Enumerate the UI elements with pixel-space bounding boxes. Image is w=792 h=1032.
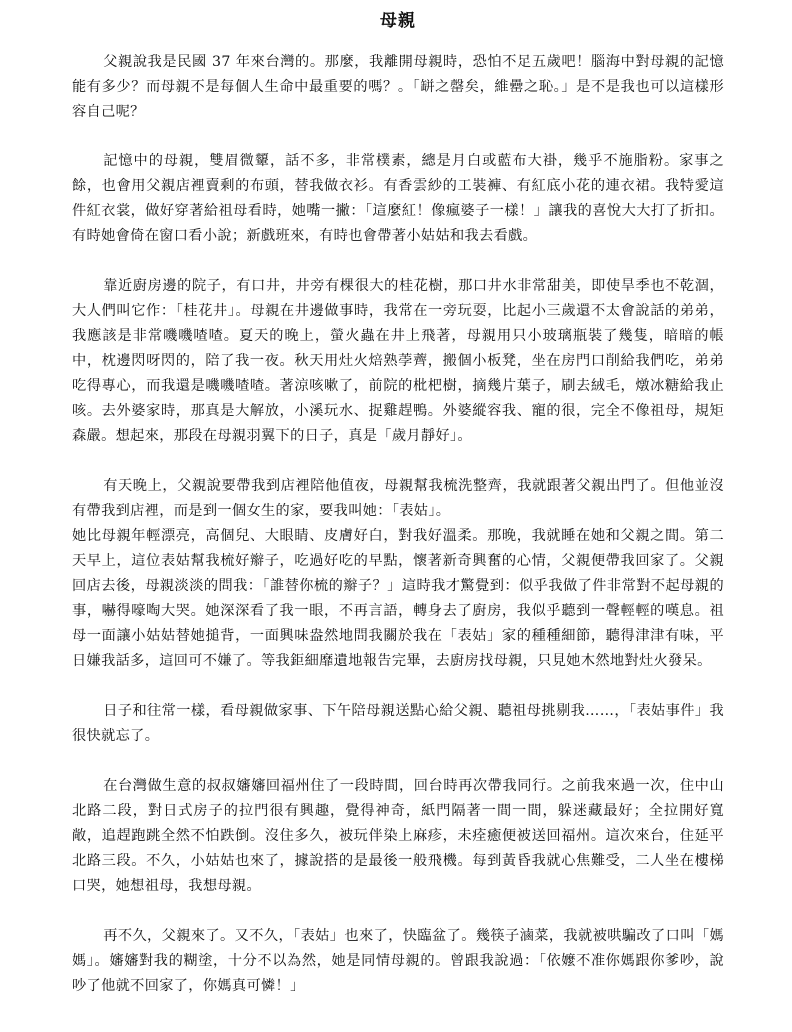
paragraph-gap bbox=[72, 125, 724, 149]
paragraph-8: 再不久，父親來了。又不久，「表姑」也來了，快臨盆了。幾筷子滷菜，我就被哄騙改了口叫「媽媽」。嬸嬸對我的糊塗，十分不以為然，她是同情母親的。曾跟我說過：「依嬤不准你媽跟你爹吵，說吵了他就不回家了，你媽真可憐！」 bbox=[72, 928, 724, 994]
paragraph-gap bbox=[72, 749, 724, 774]
document-title: 母親 bbox=[380, 11, 416, 31]
paragraph-6: 日子和往常一樣，看母親做家事、下午陪母親送點心給父親、聽祖母挑剔我……，「表姑事件」我很快就忘了。 bbox=[72, 703, 724, 744]
paragraph-gap bbox=[72, 899, 724, 924]
document-page bbox=[72, 10, 724, 999]
paragraph-2: 記憶中的母親，雙眉微顰，話不多，非常樸素，總是月白或藍布大褂，幾乎不施脂粉。家事之餘，也會用父親店裡賣剩的布頭，替我做衣衫。有香雲紗的工裝褲、有紅底小花的連衣裙。我特愛這件紅衣裳，做好穿著給祖母看時，她嘴一撇：「這麼紅！像瘋婆子一樣！」讓我的喜悅大大打了折扣。有時她會倚在窗口看小說；新戲班來，有時也會帶著小姑姑和我去看戲。 bbox=[72, 153, 724, 244]
paragraph-4: 有天晚上，父親說要帶我到店裡陪他值夜，母親幫我梳洗整齊，我就跟著父親出門了。但他並沒有帶我到店裡，而是到一個女生的家，要我叫她：「表姑」。 bbox=[72, 478, 724, 519]
paragraph-gap bbox=[72, 674, 724, 699]
paragraph-gap bbox=[72, 449, 724, 474]
paragraph-3: 靠近廚房邊的院子，有口井，井旁有棵很大的桂花樹，那口井水非常甜美，即使旱季也不乾涸，大人們叫它作：「桂花井」。母親在井邊做事時，我常在一旁玩耍，比起小三歲還不太會說話的弟弟，我應該是非常嘰嘰喳喳。夏天的晚上，螢火蟲在井上飛著，母親用只小玻璃瓶裝了幾隻，暗暗的帳中，枕邊閃呀閃的，陪了我一夜。秋天用灶火焙熟荸薺，搬個小板凳，坐在房門口削給我們吃，弟弟吃得專心，而我還是嘰嘰喳喳。著涼咳嗽了，前院的枇杷樹，摘幾片葉子，刷去絨毛，燉冰糖給我止咳。去外婆家時，那真是大解放，小溪玩水、捉雞趕鴨。外婆縱容我、寵的很，完全不像祖母，規矩森嚴。想起來，那段在母親羽翼下的日子，真是「歲月靜好」。 bbox=[72, 278, 724, 444]
paragraph-7: 在台灣做生意的叔叔嬸嬸回福州住了一段時間，回台時再次帶我同行。之前我來過一次，住中山北路二段，對日式房子的拉門很有興趣，覺得神奇，紙門隔著一間一間，躲迷藏最好；全拉開好寬敞，追趕跑跳全然不怕跌倒。沒住多久，被玩伴染上麻疹，未痊癒便被送回福州。這次來台，住延平北路三段。不久，小姑姑也來了，據說搭的是最後一般飛機。每到黃昏我就心焦難受，二人坐在樓梯口哭，她想祖母，我想母親。 bbox=[72, 778, 724, 894]
paragraph-gap bbox=[72, 249, 724, 274]
paragraph-1: 父親說我是民國 37 年來台灣的。那麼，我離開母親時，恐怕不足五歲吧！腦海中對母親的記憶能有多少？而母親不是每個人生命中最重要的嗎？。「缾之罄矣，維罍之恥。」是不是我也可以這樣形容自己呢？ bbox=[72, 54, 724, 120]
paragraph-5: 她比母親年輕漂亮，高個兒、大眼睛、皮膚好白，對我好溫柔。那晚，我就睡在她和父親之間。第二天早上，這位表姑幫我梳好辮子，吃過好吃的早點，懷著新奇興奮的心情，父親便帶我回家了。父親回店去後，母親淡淡的問我：「誰替你梳的辮子？」這時我才驚覺到：似乎我做了件非常對不起母親的事，嚇得嚎啕大哭。她深深看了我一眼，不再言語，轉身去了廚房，我似乎聽到一聲輕輕的嘆息。祖母一面讓小姑姑替她搥背，一面興味盎然地問我關於我在「表姑」家的種種細節，聽得津津有味，平日嫌我話多，這回可不嫌了。等我鉅細靡遺地報告完畢，去廚房找母親，只見她木然地對灶火發呆。 bbox=[72, 528, 724, 669]
